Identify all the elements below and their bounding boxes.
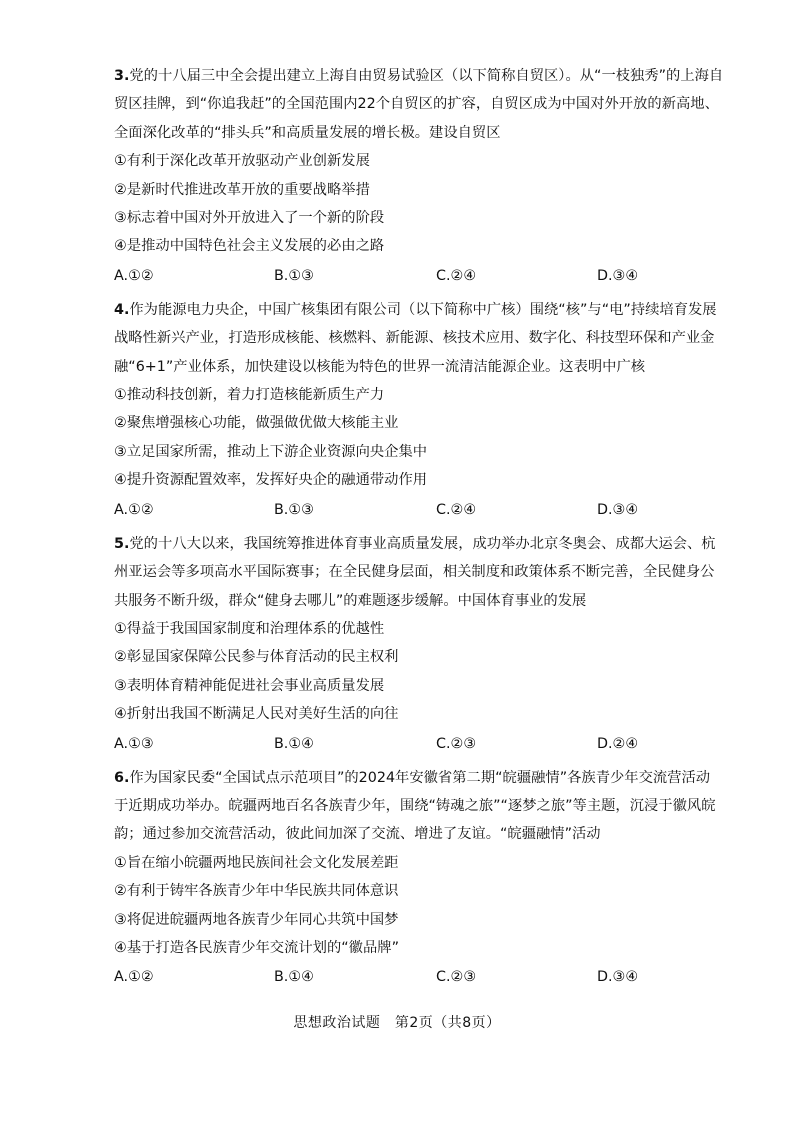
statement-1: ①得益于我国国家制度和治理体系的优越性 (114, 620, 385, 637)
choice-c: C.②④ (436, 267, 477, 284)
question-text: 作为能源电力央企，中国广核集团有限公司（以下简称中广核）围绕“核”与“电”持续培育发展战略性新兴产业，打造形成核能、核燃料、新能源、核技术应用、数字化、科技型环保和产业金融“6+1”产业体系，加快建设以核能为特色的世界一流清洁能源企业。这表明中广核 (114, 301, 717, 375)
choice-a: A.①② (114, 267, 154, 284)
statement-1: ①推动科技创新，着力打造核能新质生产力 (114, 387, 385, 404)
question-stem (114, 62, 724, 147)
statement-1: ①有利于深化改革开放驱动产业创新发展 (114, 153, 370, 170)
question-text: 党的十八大以来，我国统筹推进体育事业高质量发展，成功举办北京冬奥会、成都大运会、杭州亚运会等多项高水平国际赛事；在全民健身层面，相关制度和政策体系不断完善，全民健身公共服务不断升级，群众“健身去哪儿”的难题逐步缓解。中国体育事业的发展 (114, 535, 716, 609)
choice-a: A.①② (114, 969, 154, 986)
question-list (114, 62, 724, 997)
statement-2: ②彰显国家保障公民参与体育活动的民主权利 (114, 649, 399, 666)
choice-c: C.②③ (436, 735, 477, 752)
statement-3: ③立足国家所需，推动上下游企业资源向央企集中 (114, 443, 428, 460)
answer-choices (114, 962, 724, 992)
question-4 (114, 296, 724, 525)
choice-a: A.①② (114, 501, 154, 518)
choice-b: B.①③ (274, 267, 314, 284)
choice-a: A.①③ (114, 735, 154, 752)
question-number: 6. (114, 769, 130, 786)
statement-3: ③将促进皖疆两地各族青少年同心共筑中国梦 (114, 911, 399, 928)
statement-4: ④基于打造各民族青少年交流计划的“徽品牌” (114, 939, 399, 956)
question-number: 5. (114, 535, 130, 552)
choice-d: D.③④ (597, 969, 639, 986)
page-footer: 思想政治试题 第2页（共8页） (293, 1015, 501, 1031)
answer-choices (114, 729, 724, 759)
choice-b: B.①④ (274, 735, 314, 752)
question-number: 4. (114, 301, 130, 318)
choice-c: C.②④ (436, 501, 477, 518)
question-stem (114, 530, 724, 615)
answer-choices (114, 261, 724, 291)
question-text: 党的十八届三中全会提出建立上海自由贸易试验区（以下简称自贸区）。从“一枝独秀”的上海自贸区挂牌，到“你追我赶”的全国范围内22个自贸区的扩容，自贸区成为中国对外开放的新高地、全面深化改革的“排头兵”和高质量发展的增长极。建设自贸区 (114, 68, 724, 141)
statement-4: ④折射出我国不断满足人民对美好生活的向往 (114, 706, 399, 723)
choice-d: D.③④ (597, 501, 639, 518)
statement-2: ②聚焦增强核心功能，做强做优做大核能主业 (114, 415, 399, 432)
statement-1: ①旨在缩小皖疆两地民族间社会文化发展差距 (114, 854, 399, 871)
question-stem (114, 764, 724, 849)
question-3 (114, 62, 724, 291)
statement-2: ②是新时代推进改革开放的重要战略举措 (114, 181, 370, 198)
statement-2: ②有利于铸牢各族青少年中华民族共同体意识 (114, 883, 399, 900)
choice-c: C.②③ (436, 969, 477, 986)
question-number: 3. (114, 68, 130, 84)
choice-d: D.②④ (597, 735, 639, 752)
question-5 (114, 530, 724, 759)
choice-d: D.③④ (597, 267, 639, 284)
statement-4: ④提升资源配置效率，发挥好央企的融通带动作用 (114, 472, 428, 489)
question-6 (114, 764, 724, 993)
statement-4: ④是推动中国特色社会主义发展的必由之路 (114, 238, 385, 255)
choice-b: B.①③ (274, 501, 314, 518)
statement-3: ③表明体育精神能促进社会事业高质量发展 (114, 677, 385, 694)
answer-choices (114, 495, 724, 525)
choice-b: B.①④ (274, 969, 314, 986)
question-stem (114, 296, 724, 381)
statement-3: ③标志着中国对外开放进入了一个新的阶段 (114, 210, 385, 227)
question-text: 作为国家民委“全国试点示范项目”的2024年安徽省第二期“皖疆融情”各族青少年交流营活动于近期成功举办。皖疆两地百名各族青少年，围绕“铸魂之旅”“逐梦之旅”等主题，沉浸于徽风皖韵；通过参加交流营活动，彼此间加深了交流、增进了友谊。“皖疆融情”活动 (114, 769, 716, 843)
